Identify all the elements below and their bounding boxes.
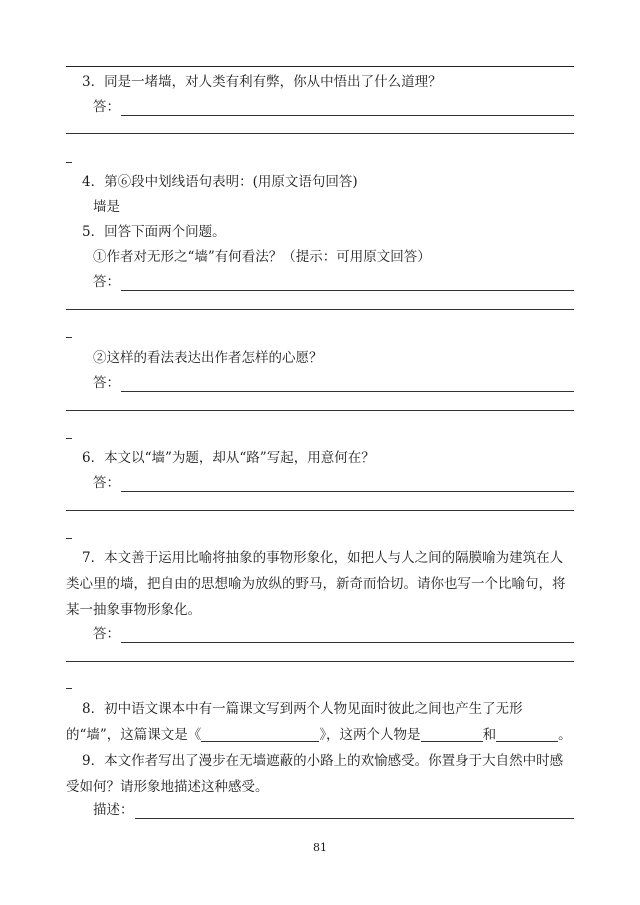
answer-line-3[interactable] — [93, 98, 574, 116]
question-7: 7．本文善于运用比喻将抽象的事物形象化，如把人与人之间的隔膜喻为建筑在人类心里的墙，把自由的思想喻为放纵的野马，新奇而恰切。请你也写一个比喻句，将某一抽象事物形象化。 — [66, 550, 566, 618]
answer-label: 答： — [93, 375, 120, 391]
answer-dash — [66, 438, 72, 439]
person-2-blank[interactable] — [496, 727, 558, 742]
answer-blank[interactable] — [135, 804, 575, 819]
answer-line[interactable] — [66, 510, 574, 511]
answer-blank[interactable] — [121, 477, 574, 492]
question-5-sub-1: ①作者对无形之“墙”有何看法？（提示：可用原文回答） — [93, 249, 431, 265]
question-4-answer-prompt: 墙是 — [93, 199, 120, 215]
header-rule — [66, 66, 574, 67]
answer-line-9[interactable] — [93, 801, 574, 819]
answer-label: 答： — [93, 475, 120, 491]
person-1-blank[interactable] — [421, 727, 483, 742]
answer-line-7[interactable] — [93, 625, 574, 643]
answer-blank[interactable] — [121, 276, 574, 291]
answer-label: 答： — [93, 274, 120, 290]
question-6: 6．本文以“墙”为题，却从“路”写起，用意何在？ — [82, 450, 375, 466]
question-8-text-c: 和 — [482, 727, 497, 743]
answer-blank[interactable] — [121, 377, 574, 392]
answer-line-5-2[interactable] — [93, 374, 574, 392]
question-8-text-d: 。 — [558, 727, 572, 743]
question-5-sub-2: ②这样的看法表达出作者怎样的心愿？ — [93, 350, 323, 366]
lesson-title-blank[interactable] — [201, 727, 319, 742]
question-4: 4．第⑥段中划线语句表明：(用原文语句回答) — [82, 174, 358, 190]
page-number: 81 — [313, 841, 327, 854]
question-8 — [66, 696, 576, 748]
question-3: 3．同是一堵墙，对人类有利有弊，你从中悟出了什么道理？ — [82, 74, 442, 90]
question-5: 5．回答下面两个问题。 — [82, 224, 226, 240]
question-9: 9．本文作者写出了漫步在无墙遮蔽的小路上的欢愉感受。你置身于大自然中时感受如何？请形象地描述这种感受。 — [66, 753, 564, 795]
answer-dash — [66, 162, 72, 163]
question-8-text-b: 》，这两个人物是 — [319, 727, 421, 743]
answer-line[interactable] — [66, 661, 574, 662]
answer-dash — [66, 337, 72, 338]
answer-dash — [66, 538, 72, 539]
answer-blank[interactable] — [121, 101, 574, 116]
question-8-text-a: 8．初中语文课本中有一篇课文写到两个人物见面时彼此之间也产生了无形的“墙”，这篇课文是《 — [66, 701, 523, 743]
answer-label: 答： — [93, 626, 120, 642]
answer-blank[interactable] — [121, 628, 574, 643]
answer-dash — [66, 688, 72, 689]
answer-line[interactable] — [66, 410, 574, 411]
answer-line[interactable] — [66, 133, 574, 134]
answer-label: 答： — [93, 99, 120, 115]
answer-line-6[interactable] — [93, 474, 574, 492]
answer-label: 描述： — [93, 802, 134, 818]
answer-line[interactable] — [66, 309, 574, 310]
answer-line-5-1[interactable] — [93, 273, 574, 291]
